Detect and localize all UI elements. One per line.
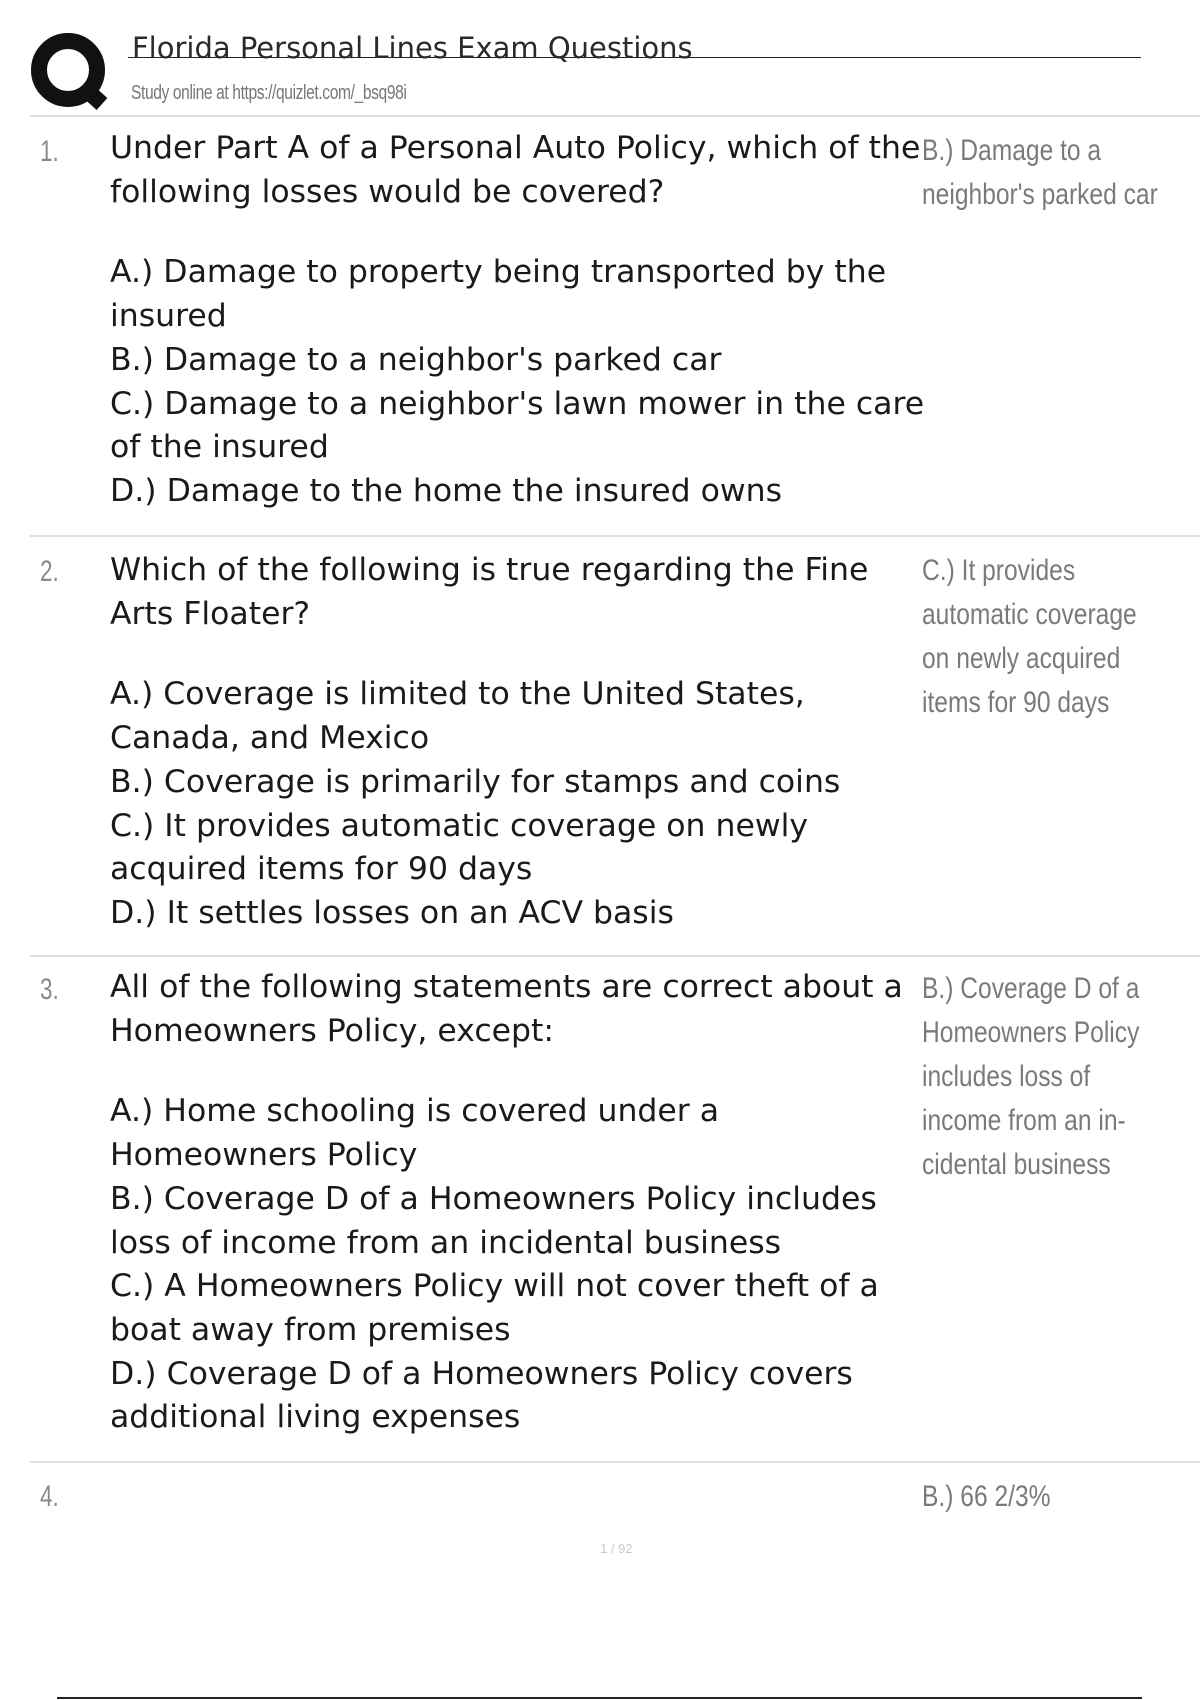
correct-answer: B.) Coverage D of a Homeowners Policy includes loss of income from an incidental business	[922, 972, 1140, 1181]
card-number: 3.	[40, 973, 59, 1006]
header-divider	[30, 115, 1200, 117]
correct-answer: B.) Damage to a neighbor's parked car	[922, 134, 1158, 211]
answer-option: A.) Home schooling is covered under a Homeowners Policy	[110, 1093, 720, 1174]
answer-option: C.) A Homeowners Policy will not cover theft of a boat away from premises	[110, 1268, 879, 1348]
study-online-link[interactable]: Study online at https://quizlet.com/_bsq98i	[131, 82, 407, 104]
question-stem: Under Part A of a Personal Auto Policy, which of the following losses would be covered?	[110, 130, 921, 210]
question-block	[110, 966, 930, 1440]
answer-option: C.) It provides automatic coverage on newly acquired items for 90 days	[110, 807, 808, 888]
quizlet-logo-icon	[30, 30, 114, 114]
card-number: 2.	[40, 555, 59, 588]
page-number: 1 / 92	[600, 1541, 633, 1556]
card-divider	[30, 955, 1200, 957]
card-number: 4.	[40, 1480, 59, 1513]
document-title: Florida Personal Lines Exam Questions	[132, 31, 693, 65]
answer-option: C.) Damage to a neighbor's lawn mower in the care of the insured	[110, 385, 925, 466]
answer-option: A.) Coverage is limited to the United States, Canada, and Mexico	[110, 676, 805, 757]
answer-option: D.) Damage to the home the insured owns	[110, 472, 783, 509]
answer-option: D.) Coverage D of a Homeowners Policy covers additional living expenses	[110, 1355, 853, 1436]
answer-option: A.) Damage to property being transported by the insured	[110, 254, 887, 335]
answer-option: B.) Damage to a neighbor's parked car	[110, 341, 722, 378]
correct-answer: B.) 66 2/3%	[922, 1480, 1051, 1513]
correct-answer: C.) It provides automatic coverage on newly acquired items for 90 days	[922, 554, 1137, 719]
answer-option: B.) Coverage D of a Homeowners Policy includes loss of income from an incidental business	[110, 1180, 877, 1261]
question-stem: Which of the following is true regarding the Fine Arts Floater?	[110, 552, 869, 632]
card-number: 1.	[40, 135, 59, 168]
question-block	[110, 549, 930, 936]
answer-option: B.) Coverage is primarily for stamps and coins	[110, 763, 841, 800]
question-block	[110, 127, 930, 514]
card-divider	[30, 535, 1200, 537]
answer-option: D.) It settles losses on an ACV basis	[110, 894, 674, 931]
card-divider	[30, 1461, 1200, 1463]
question-stem: All of the following statements are correct about a Homeowners Policy, except:	[110, 969, 903, 1049]
footer-rule	[57, 1697, 1142, 1699]
